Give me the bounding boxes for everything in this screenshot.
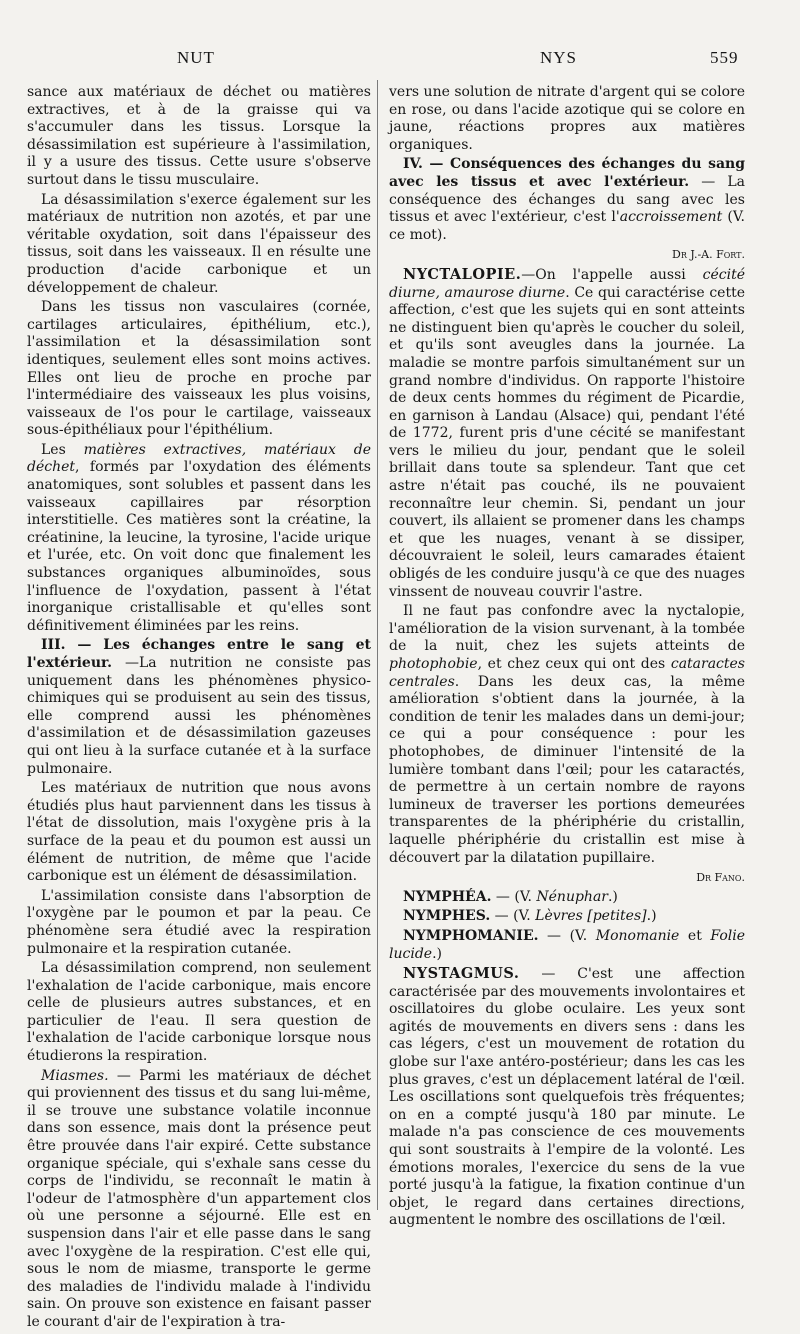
text-run: — La conséquence des échanges du sang avec les tissus et avec l'extérieur, c'est l' [389, 173, 746, 226]
paragraph: La désassimilation s'exerce également sur les matériaux de nutrition non azotés, et par une véritable oxydation, soit dans l'épaisseur des tissus, soit dans les vaisseaux. Il en résulte une production d'acide carbonique et un développement de chaleur. [27, 191, 371, 296]
paragraph: sance aux matériaux de déchet ou matières extractives, et à de la graisse qui va s'accumuler dans les tissus. Lorsque la désassimilation est supérieure à l'assimilation, il y a usure des tissus. Cette usure s'observe surtout dans le tissu musculaire. [27, 84, 371, 188]
text-run: Les [41, 441, 84, 458]
cross-reference: Nénuphar [536, 888, 608, 905]
italic-term: Miasmes. [41, 1067, 109, 1084]
paragraph: Dans les tissus non vasculaires (cornée, cartilages articulaires, épithélium, etc.), l'assimilation et la désassimilation sont identiques, seulement elles sont moins actives. Elles ont lieu de proche en proche par l'intermédiaire des vaisseaux les plus voisins, vaisseaux de l'os pour le cartilage, vaisseaux sous-épithéliaux pour l'épithélium. [27, 299, 371, 439]
author-signature: Dr Fano. [696, 871, 745, 885]
text-run: —La nutrition ne consiste pas uniquement dans les phénomènes physico-chimiques qui se produisent au sein des tissus, elle comprend aussi les phénomènes d'assimilation et de désassimilation gazeuses qui ont lieu à la surface cutanée et à la surface pulmonaire. [27, 655, 371, 777]
entry-headword: NYMPHOMANIE. [403, 927, 539, 944]
text-run: — C'est une affection caractérisée par des mouvements involontaires et oscillatoires du globe oculaire. Les yeux sont agités de mouvements en divers sens : dans les cas légers, c'est un mouvement de rotation du globe sur l'axe antéro-postérieur; dans les cas les plus graves, c'est un déplacement latéral de l'œil. Les oscillations sont quelquefois très fréquentes; on en a compté jusqu'à 180 par minute. Le malade n'a pas conscience de ces mouvements qui sont soustraits à l'empire de la volonté. Les émotions morales, l'exercice du sens de la vue porté jusqu'à la fatigue, la fixation continue d'un objet, le regard dans certaines directions, augmentent le nombre des oscillations de l'œil. [389, 966, 745, 1229]
italic-term: accroissement [619, 209, 723, 226]
text-run: . Dans les deux cas, la même amélioration s'obtient dans la journée, à la condition de tenir les malades dans un demi-jour; ce qui a pour conséquence : pour les photophobes, de diminuer l'intensité de la lumière tombant dans l'œil; pour les cataractés, de permettre à un certain nombre de rayons lumineux de traverser les portions demeurées transparentes de la phériphérie du cristallin, laquelle phériphérie du cristallin est mise à découvert par la dilatation pupillaire. [389, 673, 745, 866]
section-heading: III. — Les échanges entre le sang et l'extérieur. [27, 637, 371, 671]
text-run: , formés par l'oxydation des éléments anatomiques, sont solubles et passent dans les vaisseaux capillaires par résorption interstitielle. Ces matières sont la créatine, la créatinine, la leucine, la tyrosine, l'acide urique et l'urée, etc. On voit donc que finalement les substances organiques albuminoïdes, sous l'influence de l'oxydation, passent à l'état inorganique cristallisable et qu'elles sont définitivement éliminées par les reins. [27, 459, 371, 634]
left-column [27, 84, 371, 1334]
paragraph [27, 1068, 371, 1332]
paragraph [27, 442, 371, 636]
section-paragraph [27, 637, 371, 778]
entry-nymphes [389, 908, 745, 926]
text-run: .) [607, 888, 618, 905]
paragraph: Les matériaux de nutrition que nous avons étudiés plus haut parviennent dans les tissus à l'état de dissolution, mais l'oxygène pris à la surface de la peau et du poumon est aussi un élément de nutrition, de même que l'acide carbonique est un élément de désassimilation. [27, 780, 371, 885]
text-run: et [679, 927, 711, 944]
column-divider [377, 80, 378, 1210]
cross-reference: Monomanie [595, 927, 680, 944]
section-heading: IV. — Conséquences des échanges du sang avec les tissus et avec l'extérieur. [389, 156, 745, 190]
italic-term: matières extractives, matériaux de déchet [27, 441, 371, 476]
header-left-keyword: NUT [177, 48, 215, 67]
header-right-keyword: NYS [540, 48, 578, 67]
paragraph: L'assimilation consiste dans l'absorption de l'oxygène par le poumon et par la peau. Ce phénomène sera étudié avec la respiration pulmonaire et la respiration cutanée. [27, 887, 371, 957]
text-run: (V. ce mot). [389, 209, 746, 243]
paragraph: La désassimilation comprend, non seulement l'exhalation de l'acide carbonique, mais encore celle de plusieurs autres substances, et en particulier de l'eau. Il sera question de l'exhalation de l'acide carbonique lorsque nous étudierons la respiration. [27, 960, 371, 1065]
author-signature: Dr J.-A. Fort. [672, 248, 745, 262]
page-number: 559 [710, 48, 739, 67]
entry-headword: NYSTAGMUS. [403, 965, 520, 983]
text-run: — (V. [491, 888, 537, 905]
entry-nyctalopie [389, 266, 745, 601]
text-run: .) [432, 945, 442, 962]
entry-headword: NYMPHES. [403, 908, 491, 925]
entry-headword: NYCTALOPIE. [403, 265, 522, 283]
entry-nystagmus [389, 965, 745, 1230]
paragraph: vers une solution de nitrate d'argent qui se colore en rose, ou dans l'acide azotique qui se colore en jaune, réactions propres aux matières organiques. [389, 84, 745, 153]
running-header [0, 48, 800, 78]
text-run: .) [646, 908, 657, 925]
italic-term: cataractes centrales [389, 656, 745, 690]
italic-term: photophobie [389, 656, 478, 672]
entry-nymphomanie [389, 928, 745, 963]
text-run: — (V. [490, 908, 536, 925]
text-run: . Ce qui caractérise cette affection, c'est que les sujets qui en sont atteints ne distinguent bien qu'après le coucher du soleil, et qu'ils sont aveugles dans la journée. La maladie se montre parfois simultanément sur un grand nombre d'individus. On rapporte l'histoire de deux cents hommes du régiment de Picardie, en garnison à Landau (Alsace) qui, pendant l'été de 1772, furent pris d'une cécité se manifestant vers le milieu du jour, pendant que le soleil brillait dans toute sa splendeur. Tant que cet astre n'était pas couché, ils ne pouvaient reconnaître leur chemin. Si, pendant un jour couvert, ils allaient se promener dans les champs et que les nuages, venant à se dissiper, découvraient le soleil, leurs camarades étaient obligés de les conduire jusqu'à ce que des nuages vinssent de nouveau couvrir l'astre. [389, 284, 745, 600]
entry-headword: NYMPHÉA. [403, 888, 492, 905]
text-run: Il ne faut pas confondre avec la nyctalopie, l'amélioration de la vision survenant, à la tombée de la nuit, chez les sujets atteints de [389, 603, 745, 655]
paragraph [389, 603, 745, 867]
italic-term: cécité diurne, amaurose diurne [389, 266, 745, 301]
text-run: , et chez ceux qui ont des [477, 656, 671, 672]
text-run: — Parmi les matériaux de déchet qui proviennent des tissus et du sang lui-même, il se trouve une substance volatile inconnue dans son essence, mais dont la présence peut être prouvée dans l'air expiré. Cette substance organique spéciale, qui s'exhale sans cesse du corps de l'individu, se reconnaît le matin à l'odeur de l'atmosphère d'un appartement clos où une personne a séjourné. Elle est en suspension dans l'air et elle passe dans le sang avec l'oxygène de la respiration. C'est elle qui, sous le nom de miasme, transporte le germe des maladies de l'individu malade à l'individu sain. On prouve son existence en faisant passer le courant d'air de l'expiration à tra- [27, 1067, 371, 1330]
right-column [389, 84, 745, 1232]
text-run: —On l'appelle aussi [521, 266, 703, 283]
cross-reference: Folie lucide [389, 927, 745, 962]
cross-reference: Lèvres [petites] [535, 908, 647, 925]
section-paragraph [389, 156, 745, 244]
text-run: — (V. [538, 927, 596, 944]
entry-nymphea [389, 889, 745, 907]
